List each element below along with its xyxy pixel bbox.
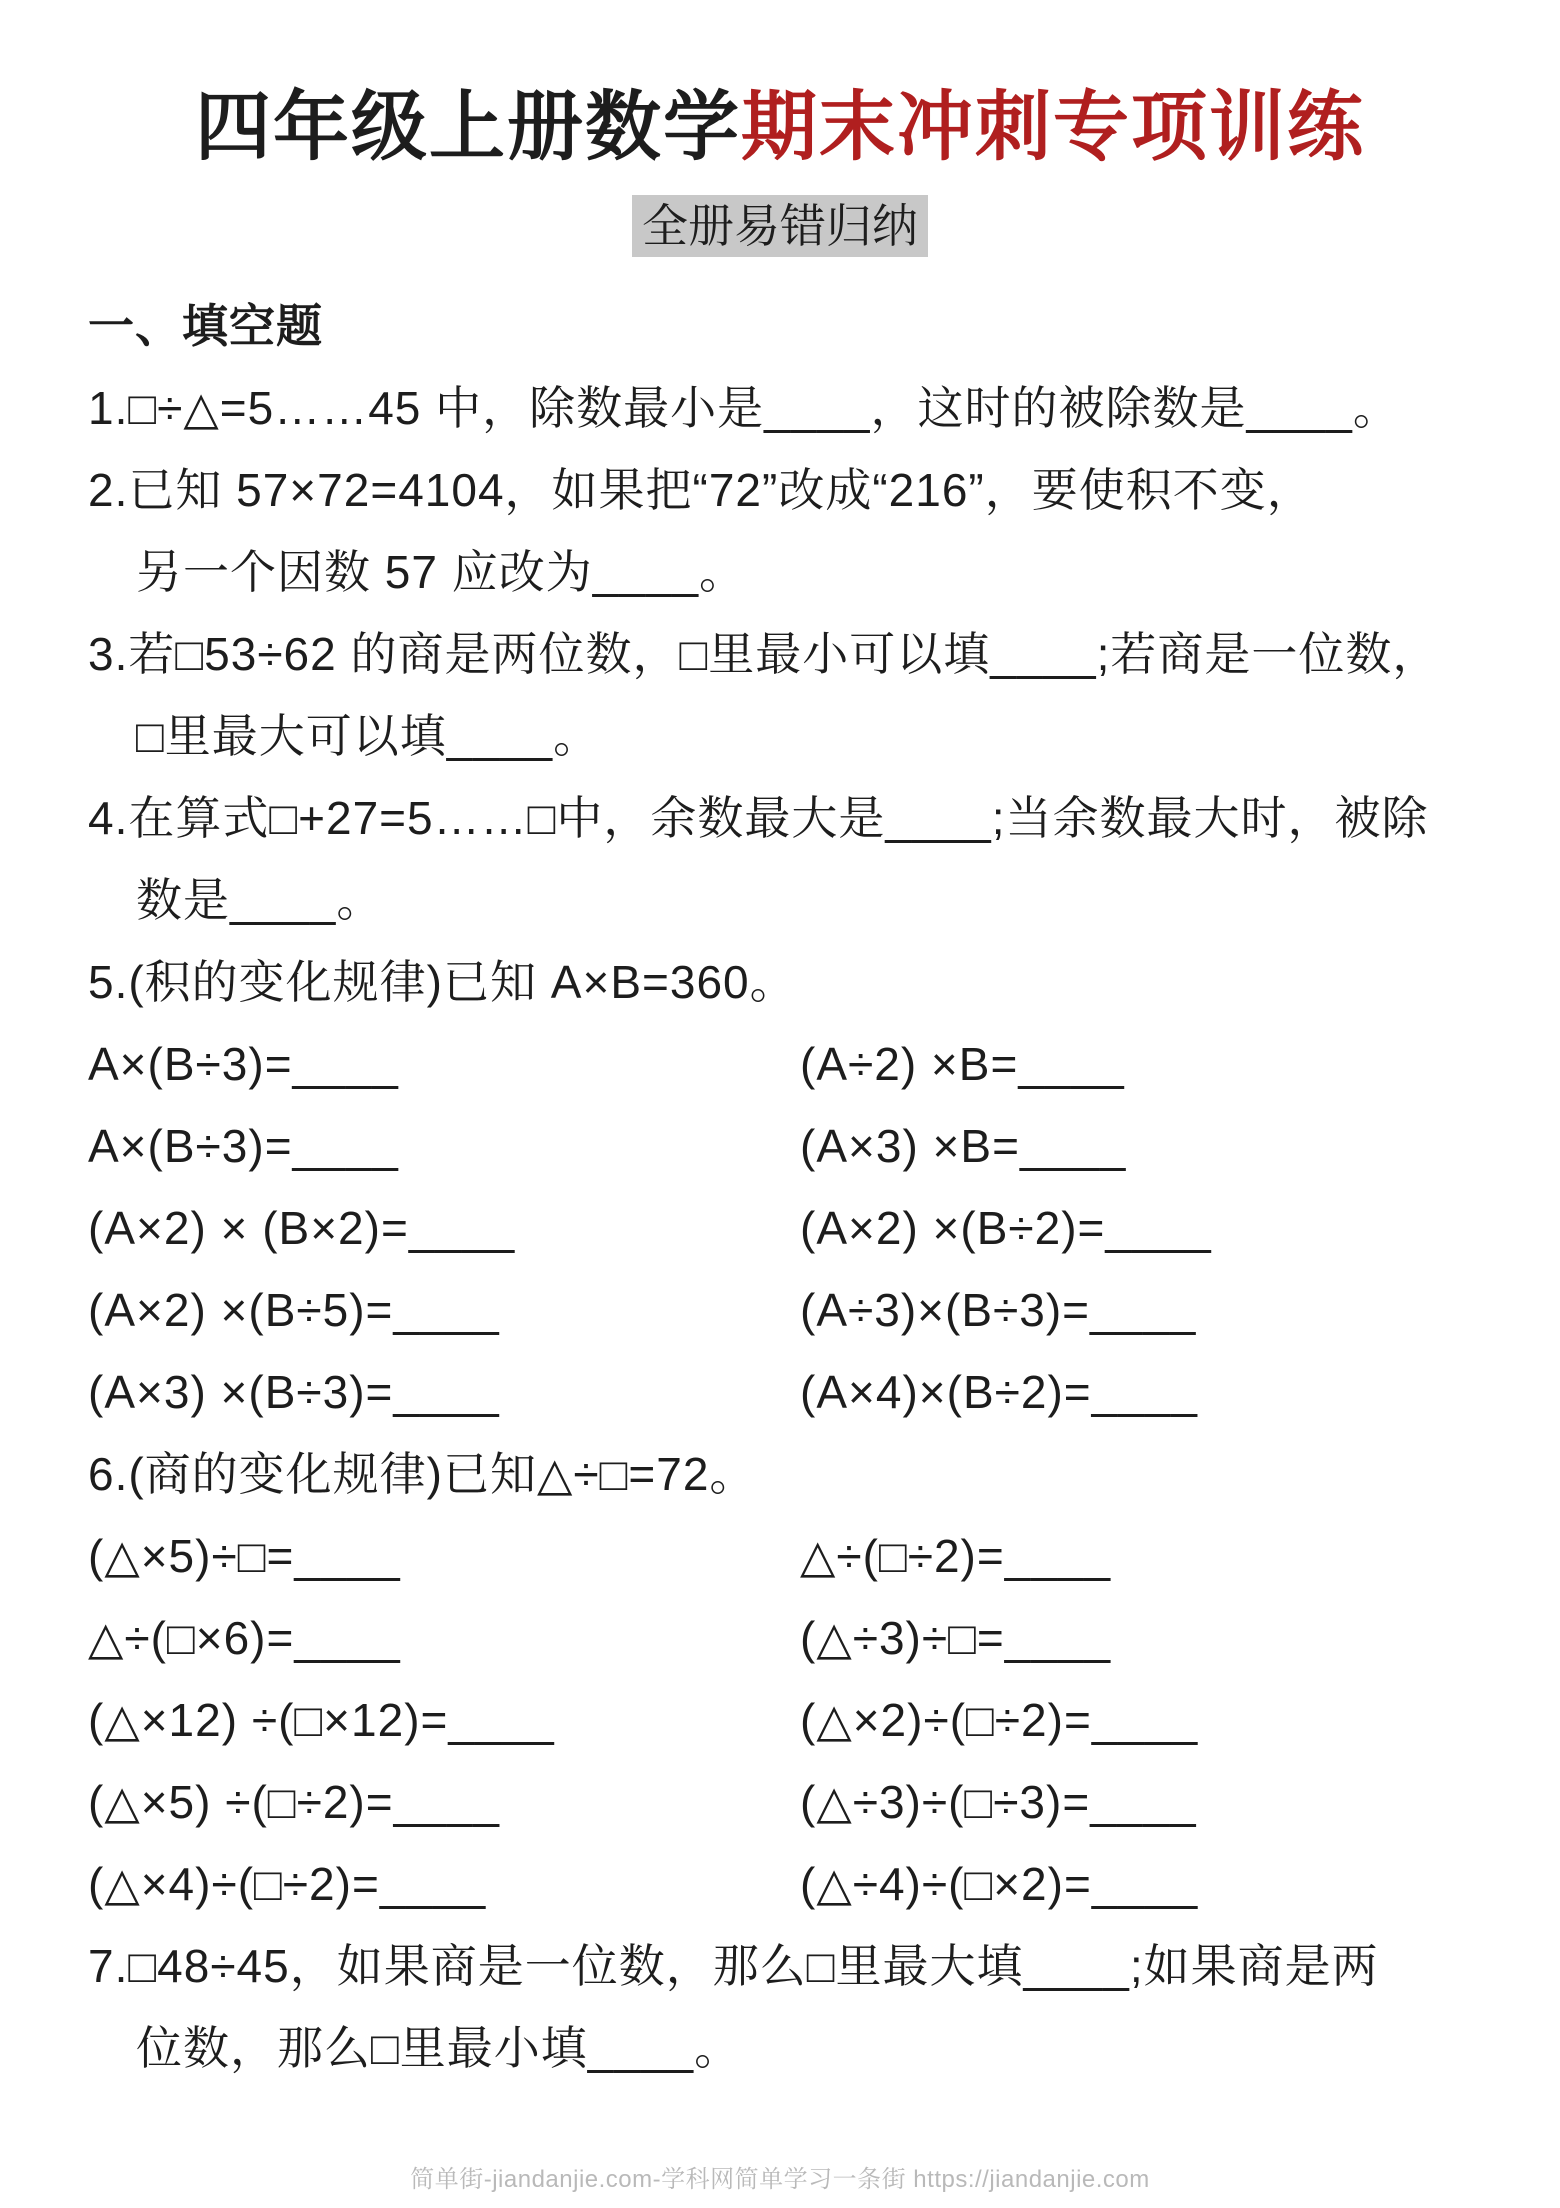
question-6-row-5-left: (△×4)÷(□÷2)=____ (88, 1858, 487, 1911)
question-5-row-3 (88, 1187, 1502, 1269)
question-5-row-1-right: (A÷2) ×B=____ (800, 1038, 1125, 1091)
question-5-row-2-right: (A×3) ×B=____ (800, 1120, 1127, 1173)
question-6-row-2-left: △÷(□×6)=____ (88, 1612, 401, 1665)
question-5-row-4-right: (A÷3)×(B÷3)=____ (800, 1284, 1197, 1337)
question-5-row-3-left: (A×2) × (B×2)=____ (88, 1202, 516, 1255)
question-5-row-1-left: A×(B÷3)=____ (88, 1038, 399, 1091)
page-title (0, 0, 1560, 175)
question-4-line-2: 数是____。 (136, 874, 384, 927)
question-5-row-4 (88, 1269, 1502, 1351)
subtitle-highlight: 全册易错归纳 (632, 195, 928, 257)
question-7-line-1: 7.□48÷45，如果商是一位数，那么□里最大填____;如果商是两 (88, 1940, 1379, 1993)
question-6-row-1-right: △÷(□÷2)=____ (800, 1530, 1112, 1583)
question-3-line-2: □里最大可以填____。 (136, 710, 601, 763)
question-7-line-2: 位数，那么□里最小填____。 (136, 2022, 742, 2075)
question-5-row-5-left: (A×3) ×(B÷3)=____ (88, 1366, 500, 1419)
page-title-red: 期末冲刺专项训练 (741, 85, 1365, 170)
question-5-row-5-right: (A×4)×(B÷2)=____ (800, 1366, 1198, 1419)
section-heading: 一、填空题 (88, 300, 323, 353)
question-6-row-3-right: (△×2)÷(□÷2)=____ (800, 1694, 1199, 1747)
question-1-line-1: 1.□÷△=5……45 中，除数最小是____，这时的被除数是____。 (88, 382, 1400, 435)
question-6-row-2 (88, 1597, 1502, 1679)
question-6-row-2-right: (△÷3)÷□=____ (800, 1612, 1112, 1665)
question-6-row-5-right: (△÷4)÷(□×2)=____ (800, 1858, 1199, 1911)
question-6-row-3 (88, 1679, 1502, 1761)
question-6-row-1-left: (△×5)÷□=____ (88, 1530, 401, 1583)
question-5-row-1 (88, 1023, 1502, 1105)
question-4-line-1: 4.在算式□+27=5……□中，余数最大是____;当余数最大时，被除 (88, 792, 1429, 845)
question-6-row-5 (88, 1843, 1502, 1925)
subtitle-row (0, 195, 1560, 257)
question-6-row-4-left: (△×5) ÷(□÷2)=____ (88, 1776, 500, 1829)
question-6-row-4-right: (△÷3)÷(□÷3)=____ (800, 1776, 1197, 1829)
question-2-line-2: 另一个因数 57 应改为____。 (136, 546, 747, 599)
question-5-row-5 (88, 1351, 1502, 1433)
question-5-row-4-left: (A×2) ×(B÷5)=____ (88, 1284, 500, 1337)
question-5-row-3-right: (A×2) ×(B÷2)=____ (800, 1202, 1212, 1255)
question-6-row-4 (88, 1761, 1502, 1843)
page-title-black: 四年级上册数学 (195, 85, 741, 170)
question-6-row-3-left: (△×12) ÷(□×12)=____ (88, 1694, 555, 1747)
worksheet-body (88, 285, 1502, 2089)
question-5-header: 5.(积的变化规律)已知 A×B=360。 (88, 956, 797, 1009)
question-6-row-1 (88, 1515, 1502, 1597)
footer-watermark: 简单街-jiandanjie.com-学科网简单学习一条街 https://jiandanjie.com (410, 2166, 1150, 2193)
question-6-header: 6.(商的变化规律)已知△÷□=72。 (88, 1448, 757, 1501)
question-2-line-1: 2.已知 57×72=4104，如果把“72”改成“216”，要使积不变， (88, 464, 1314, 517)
question-5-row-2 (88, 1105, 1502, 1187)
question-5-row-2-left: A×(B÷3)=____ (88, 1120, 399, 1173)
question-3-line-1: 3.若□53÷62 的商是两位数，□里最小可以填____;若商是一位数， (88, 628, 1440, 681)
